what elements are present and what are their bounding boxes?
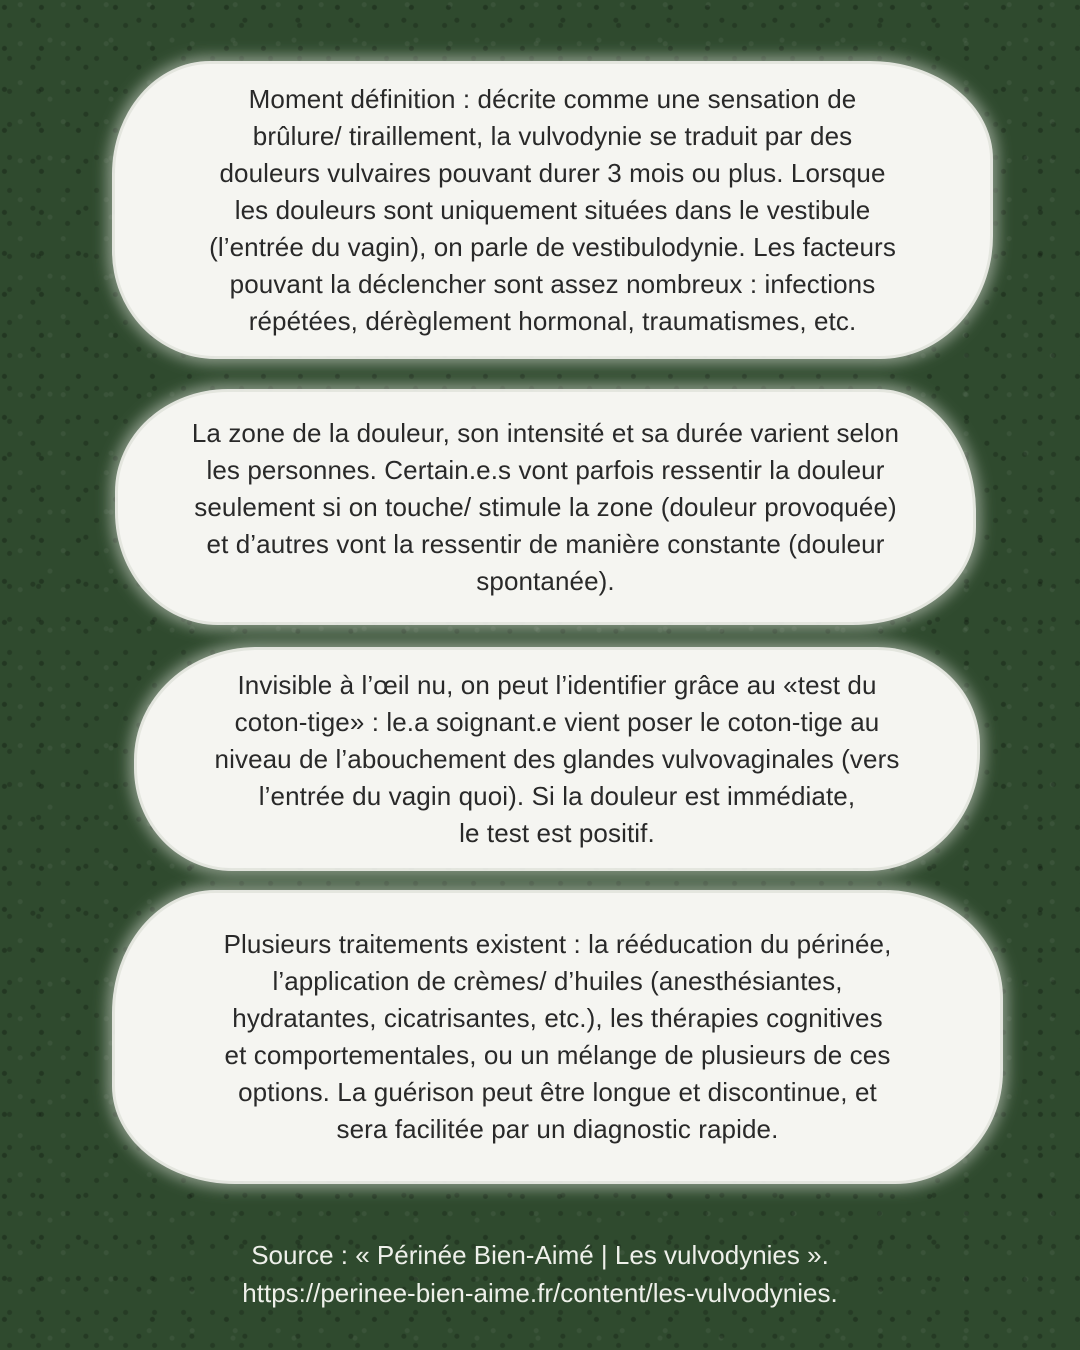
text-line: pouvant la déclencher sont assez nombreux : infections: [229, 268, 876, 299]
pain-zone-block: [118, 392, 973, 622]
text-line: spontanée).: [476, 565, 615, 596]
text-line: hydratantes, cicatrisantes, etc.), les thérapies cognitives: [232, 1003, 883, 1033]
text-line: (l’entrée du vagin), on parle de vestibulodynie. Les facteurs: [209, 231, 896, 262]
text-line: niveau de l’abouchement des glandes vulvovaginales (vers: [214, 743, 900, 774]
source-url: https://perinee-bien-aime.fr/content/les-vulvodynies.: [242, 1278, 838, 1308]
text-line: La zone de la douleur, son intensité et sa durée varient selon: [191, 417, 900, 448]
text-line: sera facilitée par un diagnostic rapide.: [336, 1114, 779, 1144]
text-line: brûlure/ tiraillement, la vulvodynie se traduit par des: [252, 120, 853, 151]
source-title: Source : « Périnée Bien-Aimé | Les vulvodynies ».: [251, 1240, 829, 1270]
cotton-swab-test-block: [137, 650, 977, 868]
text-line: Moment définition : décrite comme une sensation de: [248, 83, 857, 114]
text-line: l’application de crèmes/ d’huiles (anesthésiantes,: [272, 966, 843, 996]
text-line: et d’autres vont la ressentir de manière constante (douleur: [206, 528, 885, 559]
text-line: Plusieurs traitements existent : la rééducation du périnée,: [223, 929, 892, 959]
treatments-text: [224, 926, 892, 1148]
treatments-block: [115, 893, 1000, 1181]
text-line: Invisible à l’œil nu, on peut l’identifier grâce au «test du: [237, 669, 877, 700]
text-line: options. La guérison peut être longue et discontinue, et: [238, 1077, 877, 1107]
cotton-swab-test-text: [215, 667, 900, 852]
definition-text: [209, 81, 896, 340]
text-line: l’entrée du vagin quoi). Si la douleur est immédiate,: [258, 780, 856, 811]
text-line: et comportementales, ou un mélange de plusieurs de ces: [224, 1040, 891, 1070]
text-line: les douleurs sont uniquement situées dans le vestibule: [234, 194, 871, 225]
text-line: douleurs vulvaires pouvant durer 3 mois ou plus. Lorsque: [219, 157, 886, 188]
text-line: coton-tige» : le.a soignant.e vient poser le coton-tige au: [234, 706, 880, 737]
pain-zone-text: [192, 415, 899, 600]
text-line: seulement si on touche/ stimule la zone (douleur provoquée): [194, 491, 897, 522]
text-line: répétées, dérèglement hormonal, traumatismes, etc.: [248, 305, 857, 336]
text-line: le test est positif.: [459, 817, 655, 848]
source-citation: [0, 1236, 1080, 1312]
definition-block: [115, 64, 990, 356]
text-line: les personnes. Certain.e.s vont parfois ressentir la douleur: [206, 454, 885, 485]
